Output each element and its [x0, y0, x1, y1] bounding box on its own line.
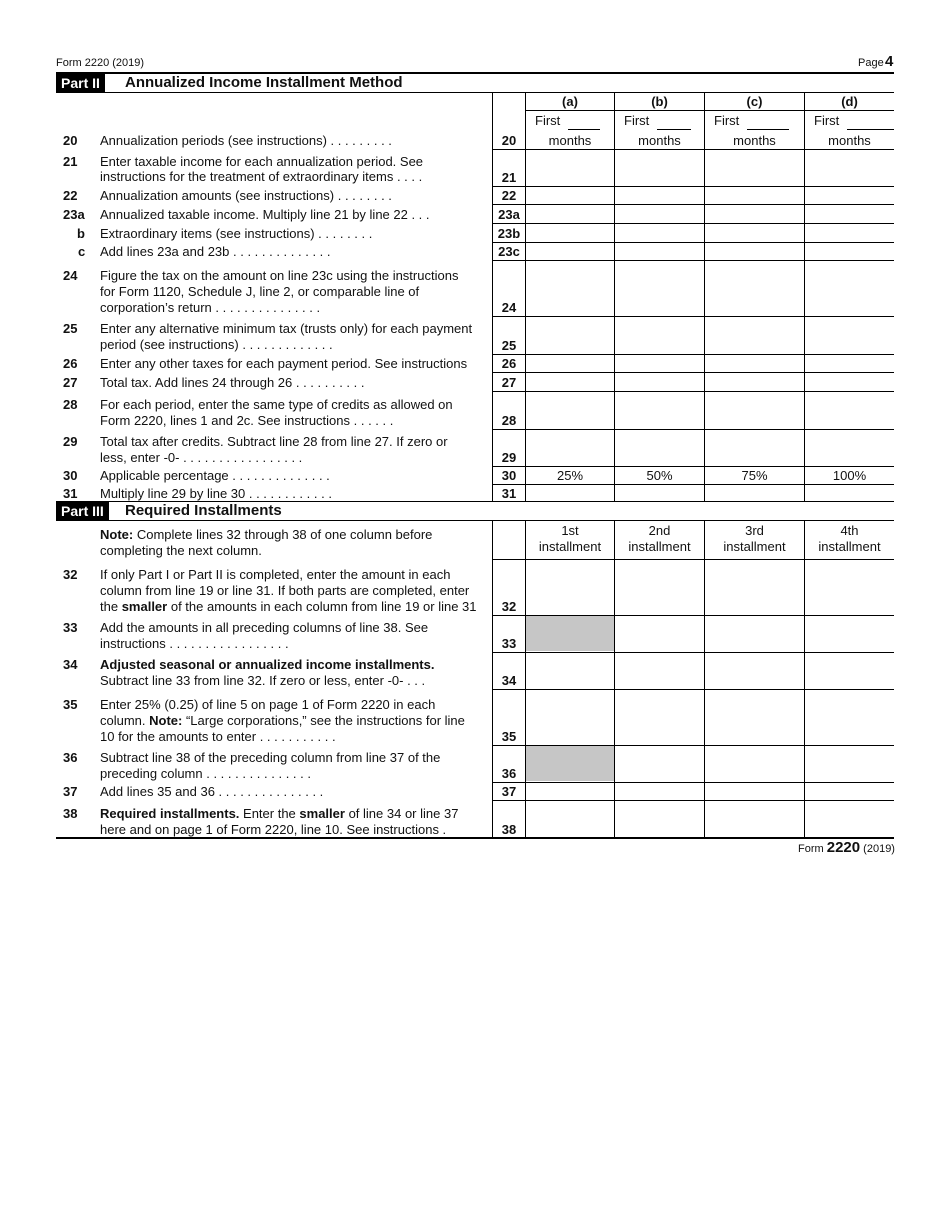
col-header-rule [525, 110, 894, 111]
col-line [614, 520, 615, 837]
row-rule [492, 372, 894, 373]
line-33-desc-2: instructions . . . . . . . . . . . . . . . . . [100, 636, 289, 651]
line-number: 27 [63, 375, 78, 390]
installment-3-word: installment [723, 539, 786, 554]
line-24-desc-1: Figure the tax on the amount on line 23c using the instructions [100, 268, 459, 283]
installment-2-word: installment [628, 539, 691, 554]
line-28-desc-1: For each period, enter the same type of credits as allowed on [100, 397, 453, 412]
line-number: 36 [63, 750, 78, 765]
box-number: 29 [501, 450, 517, 465]
col-line [614, 92, 615, 501]
box-number: 20 [501, 133, 517, 148]
line-38-desc-2: here and on page 1 of Form 2220, line 10. See instructions . [100, 822, 447, 837]
line-number: 34 [63, 657, 78, 672]
line-number: c [78, 244, 86, 259]
page-number: 4 [885, 53, 894, 70]
line-23c-desc: Add lines 23a and 23b . . . . . . . . . . . . . . [100, 244, 331, 259]
line-number: b [77, 226, 85, 241]
text-bold: smaller [121, 599, 168, 614]
col-header-d: (d) [841, 94, 858, 109]
note-text: Complete lines 32 through 38 of one column before [133, 527, 433, 542]
row-rule [492, 242, 894, 243]
line-number: 31 [63, 486, 78, 501]
part3-note-2: completing the next column. [100, 543, 262, 558]
col-line [704, 92, 705, 501]
line-number: 37 [63, 784, 78, 799]
line-number: 23a [63, 207, 85, 222]
col-line [804, 520, 805, 837]
pct-c: 75% [741, 468, 768, 483]
row-rule [492, 260, 894, 261]
first-c: First [714, 113, 740, 128]
text-part: of line 34 or line 37 [344, 806, 459, 821]
text-part: the [100, 599, 122, 614]
box-number: 22 [501, 188, 517, 203]
line-23b-desc: Extraordinary items (see instructions) . . . . . . . . [100, 226, 373, 241]
box-number: 36 [501, 766, 517, 781]
line-number: 32 [63, 567, 78, 582]
installment-1-word: installment [538, 539, 602, 554]
line-22-desc: Annualization amounts (see instructions) . . . . . . . . [100, 188, 392, 203]
line-34-desc-2: Subtract line 33 from line 32. If zero or less, enter -0- . . . [100, 673, 426, 688]
line-26-desc: Enter any other taxes for each payment period. See instructions [100, 356, 468, 371]
footer-year: (2019) [863, 843, 895, 855]
col-header-a: (a) [562, 94, 578, 109]
row-rule [492, 204, 894, 205]
first-b: First [624, 113, 650, 128]
col-line [525, 520, 526, 837]
installment-1-ord: 1st [561, 523, 579, 538]
box-number: 26 [501, 356, 517, 371]
line-21-desc-2: instructions for the treatment of extraordinary items . . . . [100, 169, 423, 184]
line-29-desc-1: Total tax after credits. Subtract line 28 from line 27. If zero or [100, 434, 448, 449]
box-number: 38 [501, 822, 517, 837]
footer-form-word: Form [798, 843, 824, 855]
box-number: 30 [501, 468, 517, 483]
box-number: 35 [501, 729, 517, 744]
line-number: 38 [63, 806, 78, 821]
line-number: 25 [63, 321, 78, 336]
line-34-desc-1: Adjusted seasonal or annualized income installments. [100, 657, 435, 672]
row-rule [492, 186, 894, 187]
text-part: column. [100, 713, 150, 728]
row-rule [492, 429, 894, 430]
first-b-blank[interactable] [657, 129, 691, 130]
line-number: 35 [63, 697, 78, 712]
line-33-desc-1: Add the amounts in all preceding columns of line 38. See [100, 620, 429, 635]
box-number: 37 [501, 784, 517, 799]
row-rule [492, 484, 894, 485]
box-number: 21 [501, 170, 517, 185]
box-number: 23c [498, 244, 520, 259]
installment-3-ord: 3rd [745, 523, 764, 538]
first-a: First [535, 113, 561, 128]
col-line [492, 92, 493, 501]
text-bold: Note: [149, 713, 183, 728]
line-21-desc-1: Enter taxable income for each annualization period. See [100, 154, 424, 169]
part2-header-rule [56, 92, 894, 93]
line-36-desc-1: Subtract line 38 of the preceding column from line 37 of the [100, 750, 441, 765]
first-a-blank[interactable] [568, 129, 600, 130]
bottom-rule [56, 837, 894, 839]
line-29-desc-2: less, enter -0- . . . . . . . . . . . . . . . . . [100, 450, 303, 465]
pct-d: 100% [832, 468, 867, 483]
row-rule [492, 149, 894, 150]
box-number: 31 [501, 486, 517, 501]
line-35-desc-1: Enter 25% (0.25) of line 5 on page 1 of Form 2220 in each [100, 697, 436, 712]
box-number: 33 [501, 636, 517, 651]
line-number: 22 [63, 188, 78, 203]
months-d: months [828, 133, 871, 148]
text-bold: smaller [299, 806, 345, 821]
box-number: 27 [501, 375, 517, 390]
line-37-desc: Add lines 35 and 36 . . . . . . . . . . . . . . . [100, 784, 324, 799]
part2-label: Part II [56, 74, 105, 92]
line-28-desc-2: Form 2220, lines 1 and 2c. See instructions . . . . . . [100, 413, 394, 428]
row-rule [492, 223, 894, 224]
line-32-desc-3 [100, 599, 477, 615]
row-rule [492, 466, 894, 467]
col-line [704, 520, 705, 837]
installment-2-ord: 2nd [648, 523, 671, 538]
line-32-desc-1: If only Part I or Part II is completed, enter the amount in each [100, 567, 451, 582]
text-part: of the amounts in each column from line 19 or line 31 [167, 599, 477, 614]
line-38-desc-1 [100, 806, 458, 822]
line-24-desc-2: for Form 1120, Schedule J, line 2, or comparable line of [100, 284, 420, 299]
footer-form-number: 2220 [826, 839, 861, 856]
first-d-blank[interactable] [847, 129, 894, 130]
line-number: 28 [63, 397, 78, 412]
line-35-desc-3: 10 for the amounts to enter . . . . . . . . . . . [100, 729, 336, 744]
row-rule [492, 391, 894, 392]
line-number: 20 [63, 133, 78, 148]
installment-4-ord: 4th [840, 523, 859, 538]
line-27-desc: Total tax. Add lines 24 through 26 . . . . . . . . . . [100, 375, 365, 390]
line-number: 33 [63, 620, 78, 635]
row-rule [492, 689, 894, 690]
box-number: 23a [498, 207, 520, 222]
months-b: months [638, 133, 681, 148]
box-number: 25 [501, 338, 517, 353]
line-23a-desc: Annualized taxable income. Multiply line 21 by line 22 . . . [100, 207, 430, 222]
part3-header-rule [56, 520, 894, 521]
row-rule [492, 316, 894, 317]
line-30-desc: Applicable percentage . . . . . . . . . . . . . . [100, 468, 330, 483]
box-number: 23b [497, 226, 521, 241]
shaded-cell [526, 616, 614, 651]
row-rule [492, 800, 894, 801]
months-c: months [733, 133, 776, 148]
col-header-b: (b) [651, 94, 668, 109]
months-a: months [548, 133, 592, 148]
part3-note-1 [100, 527, 432, 543]
col-line [525, 92, 526, 501]
line-number: 30 [63, 468, 78, 483]
shaded-cell [526, 746, 614, 781]
line-number: 21 [63, 154, 78, 169]
box-number: 24 [501, 300, 517, 315]
form-id: Form 2220 (2019) [56, 57, 145, 69]
line-36-desc-2: preceding column . . . . . . . . . . . . . . . [100, 766, 311, 781]
row-rule [492, 354, 894, 355]
part2-title: Annualized Income Installment Method [125, 74, 403, 91]
line-20-desc: Annualization periods (see instructions) . . . . . . . . . [100, 133, 392, 148]
line-number: 26 [63, 356, 78, 371]
footer-form [798, 841, 895, 856]
line-24-desc-3: corporation’s return . . . . . . . . . . . . . . . [100, 300, 321, 315]
line-25-desc-1: Enter any alternative minimum tax (trusts only) for each payment [100, 321, 473, 336]
line-25-desc-2: period (see instructions) . . . . . . . . . . . . . [100, 337, 333, 352]
col-line [804, 92, 805, 501]
box-number: 34 [501, 673, 517, 688]
box-number: 28 [501, 413, 517, 428]
box-number: 32 [501, 599, 517, 614]
pct-b: 50% [646, 468, 673, 483]
line-number: 24 [63, 268, 78, 283]
row-rule [492, 652, 894, 653]
part3-label: Part III [56, 502, 109, 520]
row-rule [492, 559, 894, 560]
first-d: First [814, 113, 840, 128]
note-label: Note: [100, 527, 134, 542]
line-35-desc-2 [100, 713, 465, 729]
text-bold: Required installments. [100, 806, 240, 821]
line-number: 29 [63, 434, 78, 449]
text-part: “Large corporations,” see the instructions for line [182, 713, 465, 728]
line-32-desc-2: column from line 19 or line 31. If both parts are completed, enter [100, 583, 470, 598]
line-31-desc: Multiply line 29 by line 30 . . . . . . . . . . . . [100, 486, 332, 501]
part3-title: Required Installments [125, 502, 282, 519]
col-header-c: (c) [746, 94, 763, 109]
text-part: Enter the [239, 806, 300, 821]
installment-4-word: installment [818, 539, 881, 554]
row-rule [492, 782, 894, 783]
first-c-blank[interactable] [747, 129, 789, 130]
page-label: Page [858, 57, 884, 69]
pct-a: 25% [556, 468, 584, 483]
